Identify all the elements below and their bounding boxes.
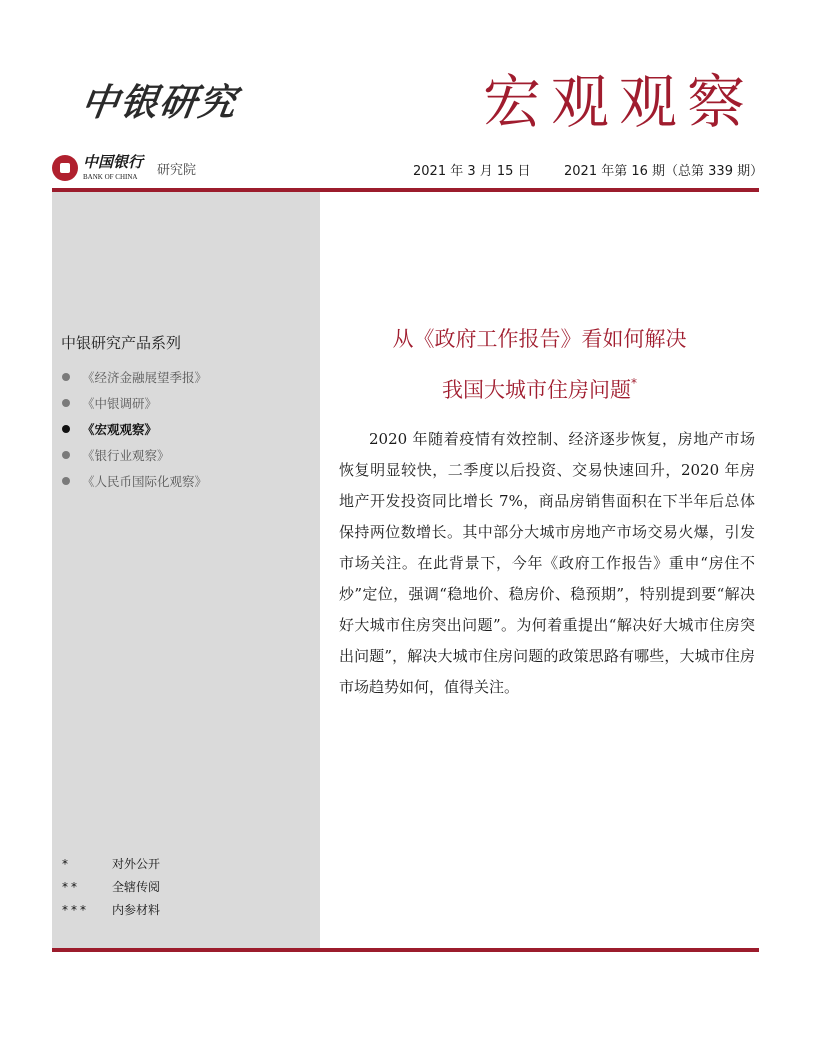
product-series-list: [62, 364, 207, 494]
bullet-icon: [62, 399, 70, 407]
product-item-label: 《经济金融展望季报》: [82, 370, 208, 385]
article-title-text: 我国大城市住房问题: [442, 378, 631, 402]
bullet-icon: [62, 373, 70, 381]
product-item-current: [62, 416, 207, 442]
brand-calligraphy-logo: 中银研究: [78, 80, 241, 124]
product-item: [62, 364, 207, 390]
bank-of-china-logo: [52, 155, 196, 181]
level-row: [62, 852, 160, 875]
bank-name-cn: 中国银行: [83, 153, 144, 171]
distribution-level-legend: [62, 852, 160, 921]
bullet-icon: [62, 425, 70, 433]
product-item: [62, 390, 207, 416]
issue-number: 2021 年第 16 期（总第 339 期）: [564, 164, 764, 179]
article-body: 2020 年随着疫情有效控制、经济逐步恢复，房地产市场恢复明显较快，二季度以后投资、交易快速回升，2020 年房地产开发投资同比增长 7%，商品房销售面积在下半年后总体保持两位数增长。其中部分大城市房地产市场交易火爆，引发市场关注。在此背景下，今年《政府工作报告》重申“房住不炒”定位，强调“稳地价、稳房价、稳预期”，特别提到要“解决好大城市住房突出问题”。为何着重提出“解决好大城市住房突出问题”，解决大城市住房问题的政策思路有哪些，大城市住房市场趋势如何，值得关注。: [339, 430, 755, 696]
bullet-icon: [62, 451, 70, 459]
article-title-line-2: [320, 374, 759, 404]
product-series-title: 中银研究产品系列: [61, 334, 182, 352]
boc-emblem-icon: [52, 155, 78, 181]
issue-date: 2021 年 3 月 15 日: [413, 164, 531, 179]
institute-label: 研究院: [157, 162, 197, 178]
level-row: [62, 875, 160, 898]
product-item-label: 《银行业观察》: [82, 448, 170, 463]
footnote-marker: *: [631, 376, 637, 390]
publication-title: 宏观观察: [482, 68, 755, 136]
bank-name-en: BANK OF CHINA: [83, 173, 138, 181]
bank-name: [83, 155, 143, 181]
product-item: [62, 468, 207, 494]
level-row: [62, 898, 160, 921]
level-label: 对外公开: [112, 857, 161, 871]
article-title-line-1: 从《政府工作报告》看如何解决: [392, 327, 687, 351]
product-item-label: 《中银调研》: [82, 396, 158, 411]
product-item-label: 《人民币国际化观察》: [82, 474, 208, 489]
product-item: [62, 442, 207, 468]
level-label: 内参材料: [112, 903, 161, 917]
footer-divider: [52, 948, 759, 952]
level-label: 全辖传阅: [112, 880, 161, 894]
bullet-icon: [62, 477, 70, 485]
sidebar: [52, 192, 320, 948]
level-stars: **: [62, 879, 80, 894]
level-stars: ***: [62, 902, 89, 917]
product-item-label: 《宏观观察》: [82, 422, 158, 437]
level-stars: *: [62, 856, 71, 871]
